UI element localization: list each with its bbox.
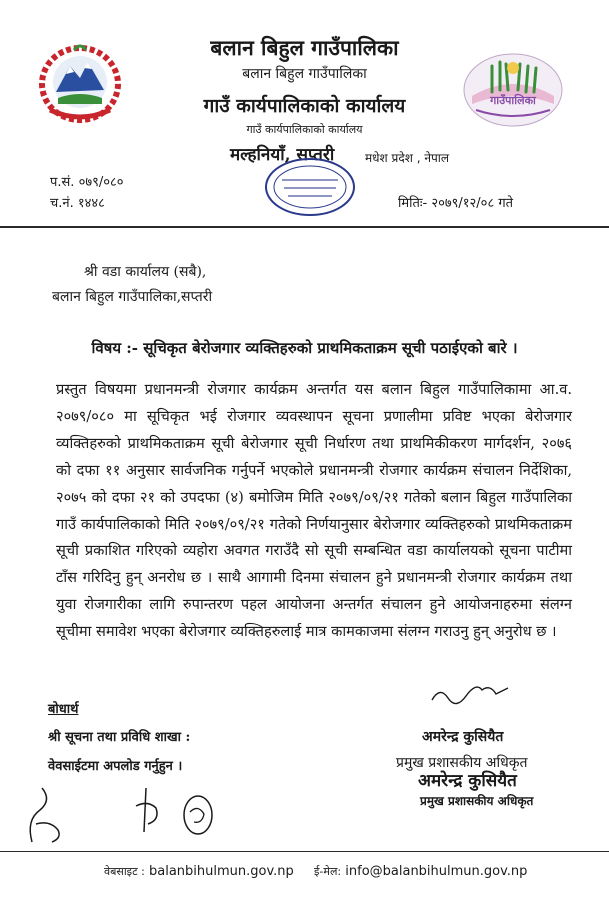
recipient-line-2: बलान बिहुल गाउँपालिका,सप्तरी <box>52 289 213 305</box>
office-seal-stamp <box>262 156 358 218</box>
letter-body: प्रस्तुत विषयमा प्रधानमन्त्री रोजगार कार्यक्रम अन्तर्गत यस बलान बिहुल गाउँपालिकामा आ.व. २०७९/०८० मा सूचिकृत भई रोजगार व्यवस्थापन सूचना प्रणालीमा प्रविष्ट भएका बेरोजगार व्यक्तिहरुको प्राथमिकताक्रम सूची बेरोजगार सूची निर्धारण तथा प्राथमिकीकरण मार्गदर्शन, २०७६ को दफा ११ अनुसार सार्वजनिक गर्नुपर्ने भएकोले प्रधानमन्त्री रोजगार कार्यक्रम संचालन निर्देशिका, २०७५ को दफा २१ को उपदफा (४) बमोजिम मिति २०७९/०९/२१ गतेको बलान बिहुल गाउँपालिका गाउँ कार्यपालिकाको मिति २०७९/०९/२१ गतेको निर्णयानुसार बेरोजगार व्यक्तिहरुको प्राथमिकताक्रम सूची प्रकाशित गरिएको व्यहोरा अवगत गराउँदै सो सूची सम्बन्धित वडा कार्यालयको सूचना पाटीमा टाँस गरिदिनु हुन् अनरोध छ । साथै आगामी दिनमा संचालन हुने प्रधानमन्त्री रोजगार कार्यक्रम तथा युवा रोजगारीका लागि रुपान्तरण पहल आयोजना अन्तर्गत संचालन हुने आयोजनाहरुमा संलग्न सूचीमा समावेश भएका बेरोजगार व्यक्तिहरुलाई मात्र कामकाजमा संलग्न गराउनु हुन् अनुरोध छ । <box>56 381 572 641</box>
letter-date: मितिः- २०७९/१२/०८ गते <box>398 196 514 211</box>
email-label: ई-मेल: <box>314 865 342 878</box>
stamp-name: अमरेन्द्र कुसियैत <box>418 771 517 791</box>
office-name-alt: गाउँ कार्यपालिकाको कार्यालय <box>246 123 363 136</box>
website-row <box>104 864 294 879</box>
initial-signature-2 <box>130 786 164 836</box>
recipient-line-1: श्री वडा कार्यालय (सबै), <box>84 264 207 280</box>
municipality-name-alt: बलान बिहुल गाउँपालिका <box>242 66 367 82</box>
cc-label: बोधार्थ <box>48 702 79 717</box>
municipality-name: बलान बिहुल गाउँपालिका <box>210 36 399 60</box>
website-link[interactable]: balanbihulmun.gov.np <box>148 864 294 879</box>
footer-divider <box>0 851 609 852</box>
signatory-title: प्रमुख प्रशासकीय अधिकृत <box>396 755 528 771</box>
email-row <box>314 864 527 879</box>
province-name: मधेश प्रदेश , नेपाल <box>365 151 450 165</box>
place-name: मल्हनियाँ, सप्तरी <box>230 145 335 165</box>
signatory-name: अमरेन्द्र कुसियैत <box>422 729 504 745</box>
cc-line-1: श्री सूचना तथा प्रविधि शाखा : <box>48 730 191 745</box>
initial-signature-3 <box>180 792 216 838</box>
dispatch-number: च.नं. १४४८ <box>50 196 105 211</box>
initial-signature-1 <box>22 780 70 850</box>
cc-line-2: वेवसाईटमा अपलोड गर्नुहुन । <box>48 759 183 774</box>
office-name: गाउँ कार्यपालिकाको कार्यालय <box>203 95 406 117</box>
signature-scribble <box>430 680 510 706</box>
reference-number: प.सं. ०७९/०८० <box>50 175 124 190</box>
stamp-title: प्रमुख प्रशासकीय अधिकृत <box>420 794 534 808</box>
logo-text: गाउँपालिका <box>490 94 536 107</box>
email-link[interactable]: info@balanbihulmun.gov.np <box>345 864 528 879</box>
website-label: वेबसाइट : <box>104 865 145 878</box>
letter-subject: विषय :- सूचिकृत बेरोजगार व्यक्तिहरुको प्राथमिकताक्रम सूची पठाईएको बारे । <box>91 339 518 357</box>
header-divider <box>0 226 609 228</box>
